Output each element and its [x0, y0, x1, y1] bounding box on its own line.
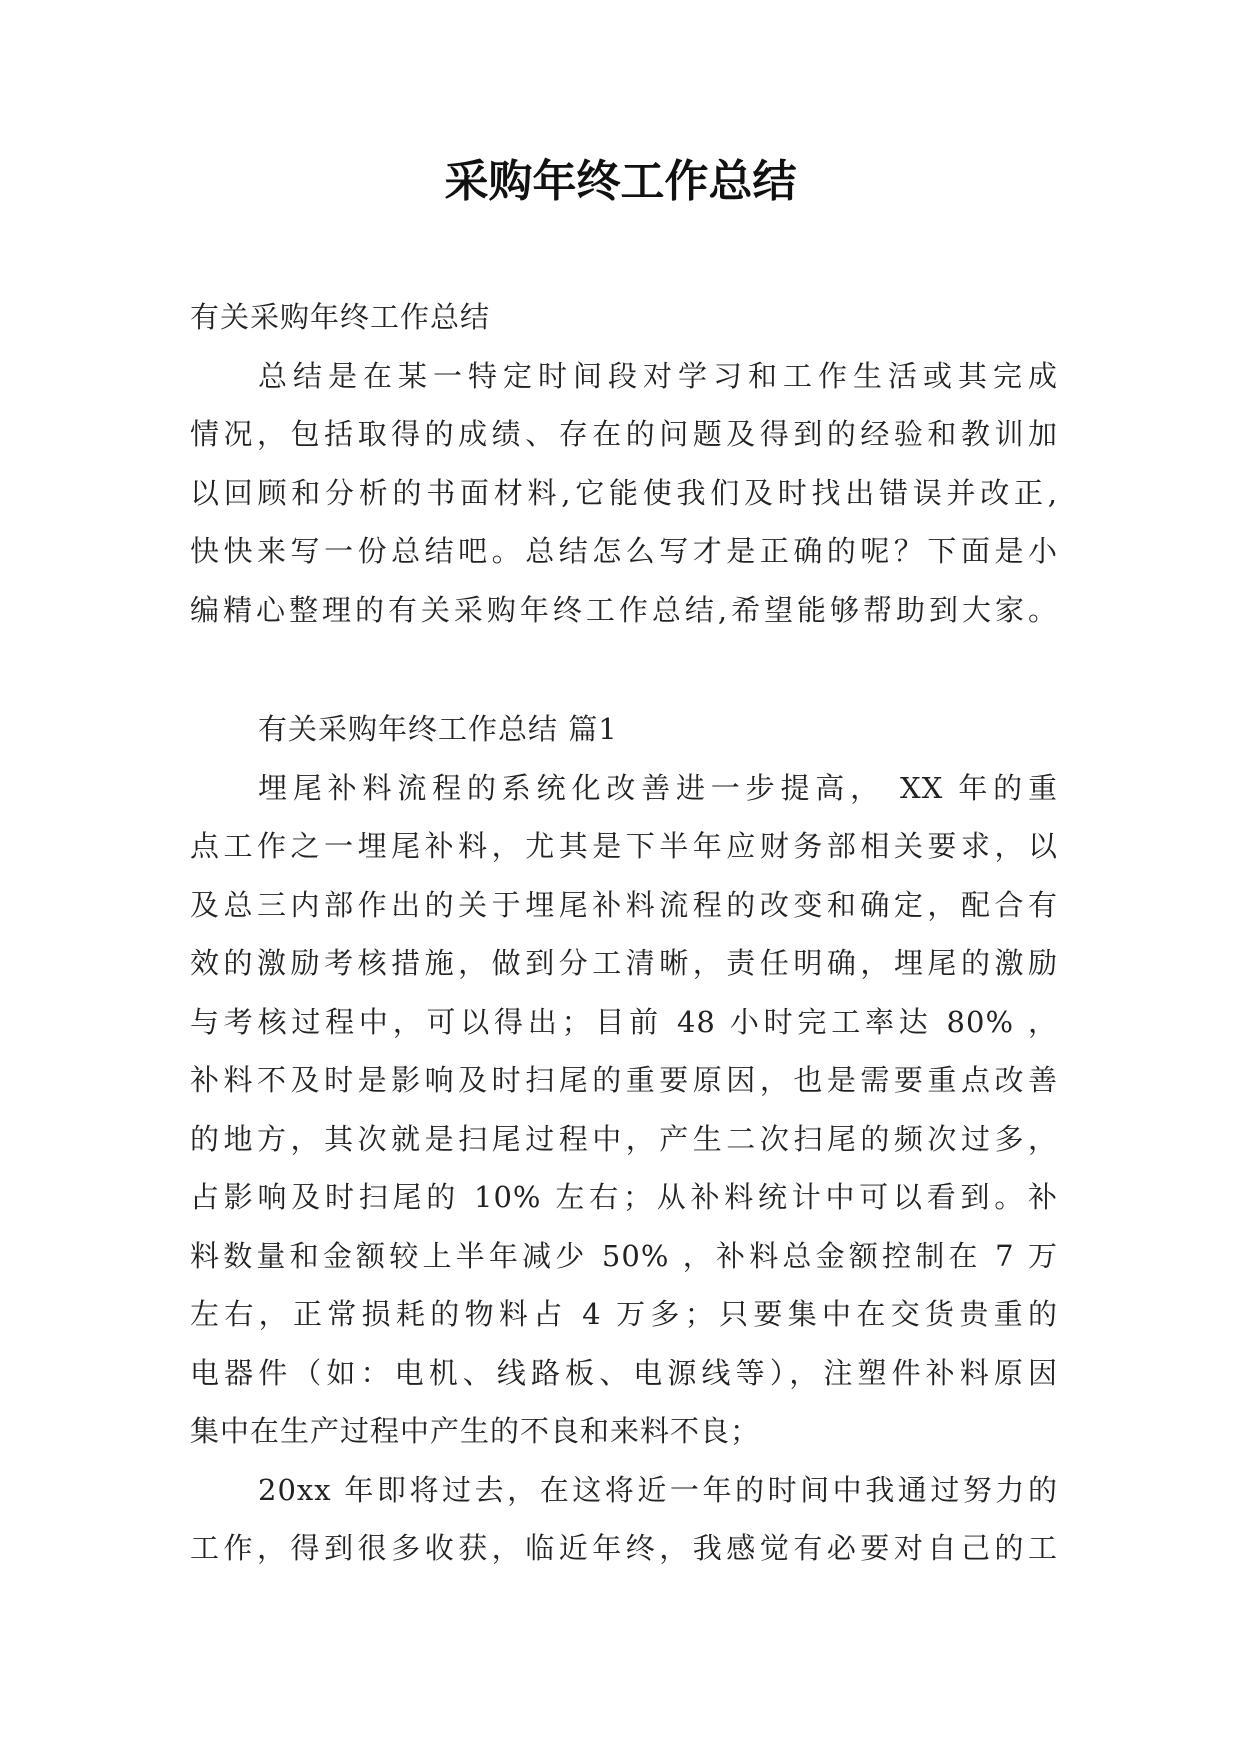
document-title: 采购年终工作总结 [444, 156, 797, 207]
paragraph-line: 与考核过程中，可以得出；目前 48 小时完工率达 80% ， [190, 1004, 1058, 1039]
document-body [190, 288, 1058, 1578]
paragraph-line: 效的激励考核措施，做到分工清晰，责任明确，埋尾的激励 [190, 946, 1058, 980]
paragraph-line: 总结是在某一特定时间段对学习和工作生活或其完成 [258, 358, 1058, 393]
paragraph-line: 电器件（如：电机、线路板、电源线等），注塑件补料原因 [190, 1355, 1058, 1390]
paragraph-line: 料数量和金额较上半年减少 50% ，补料总金额控制在 7 万 [190, 1238, 1058, 1273]
paragraph-line: 情况，包括取得的成绩、存在的问题及得到的经验和教训加 [190, 417, 1058, 451]
paragraph-line: 以回顾和分析的书面材料,它能使我们及时找出错误并改正, [190, 475, 1058, 510]
paragraph-line: 左右，正常损耗的物料占 4 万多；只要集中在交货贵重的 [190, 1297, 1058, 1331]
paragraph-line: 点工作之一埋尾补料，尤其是下半年应财务部相关要求，以 [190, 829, 1058, 863]
paragraph-line: 及总三内部作出的关于埋尾补料流程的改变和确定，配合有 [190, 887, 1058, 922]
section-paragraph [190, 759, 1058, 1461]
paragraph-line: 的地方，其次就是扫尾过程中，产生二次扫尾的频次过多， [190, 1121, 1058, 1156]
paragraph-line: 20xx 年即将过去，在这将近一年的时间中我通过努力的 [258, 1472, 1058, 1507]
paragraph-line: 埋尾补料流程的系统化改善进一步提高， XX 年的重 [258, 770, 1058, 805]
document-subtitle: 有关采购年终工作总结 [190, 300, 491, 334]
intro-paragraph [190, 347, 1058, 640]
paragraph-gap [190, 639, 1058, 700]
paragraph-line: 占影响及时扫尾的 10% 左右；从补料统计中可以看到。补 [190, 1180, 1058, 1214]
paragraph-line: 工作，得到很多收获，临近年终，我感觉有必要对自己的工 [190, 1531, 1058, 1565]
paragraph-line: 快快来写一份总结吧。总结怎么写才是正确的呢？下面是小 [190, 534, 1058, 568]
section-heading: 有关采购年终工作总结 篇1 [258, 712, 618, 746]
paragraph-line: 补料不及时是影响及时扫尾的重要原因，也是需要重点改善 [190, 1063, 1058, 1097]
paragraph-line: 编精心整理的有关采购年终工作总结,希望能够帮助到大家。 [190, 592, 1058, 627]
closing-paragraph [190, 1461, 1058, 1578]
paragraph-line: 集中在生产过程中产生的不良和来料不良； [190, 1414, 761, 1448]
